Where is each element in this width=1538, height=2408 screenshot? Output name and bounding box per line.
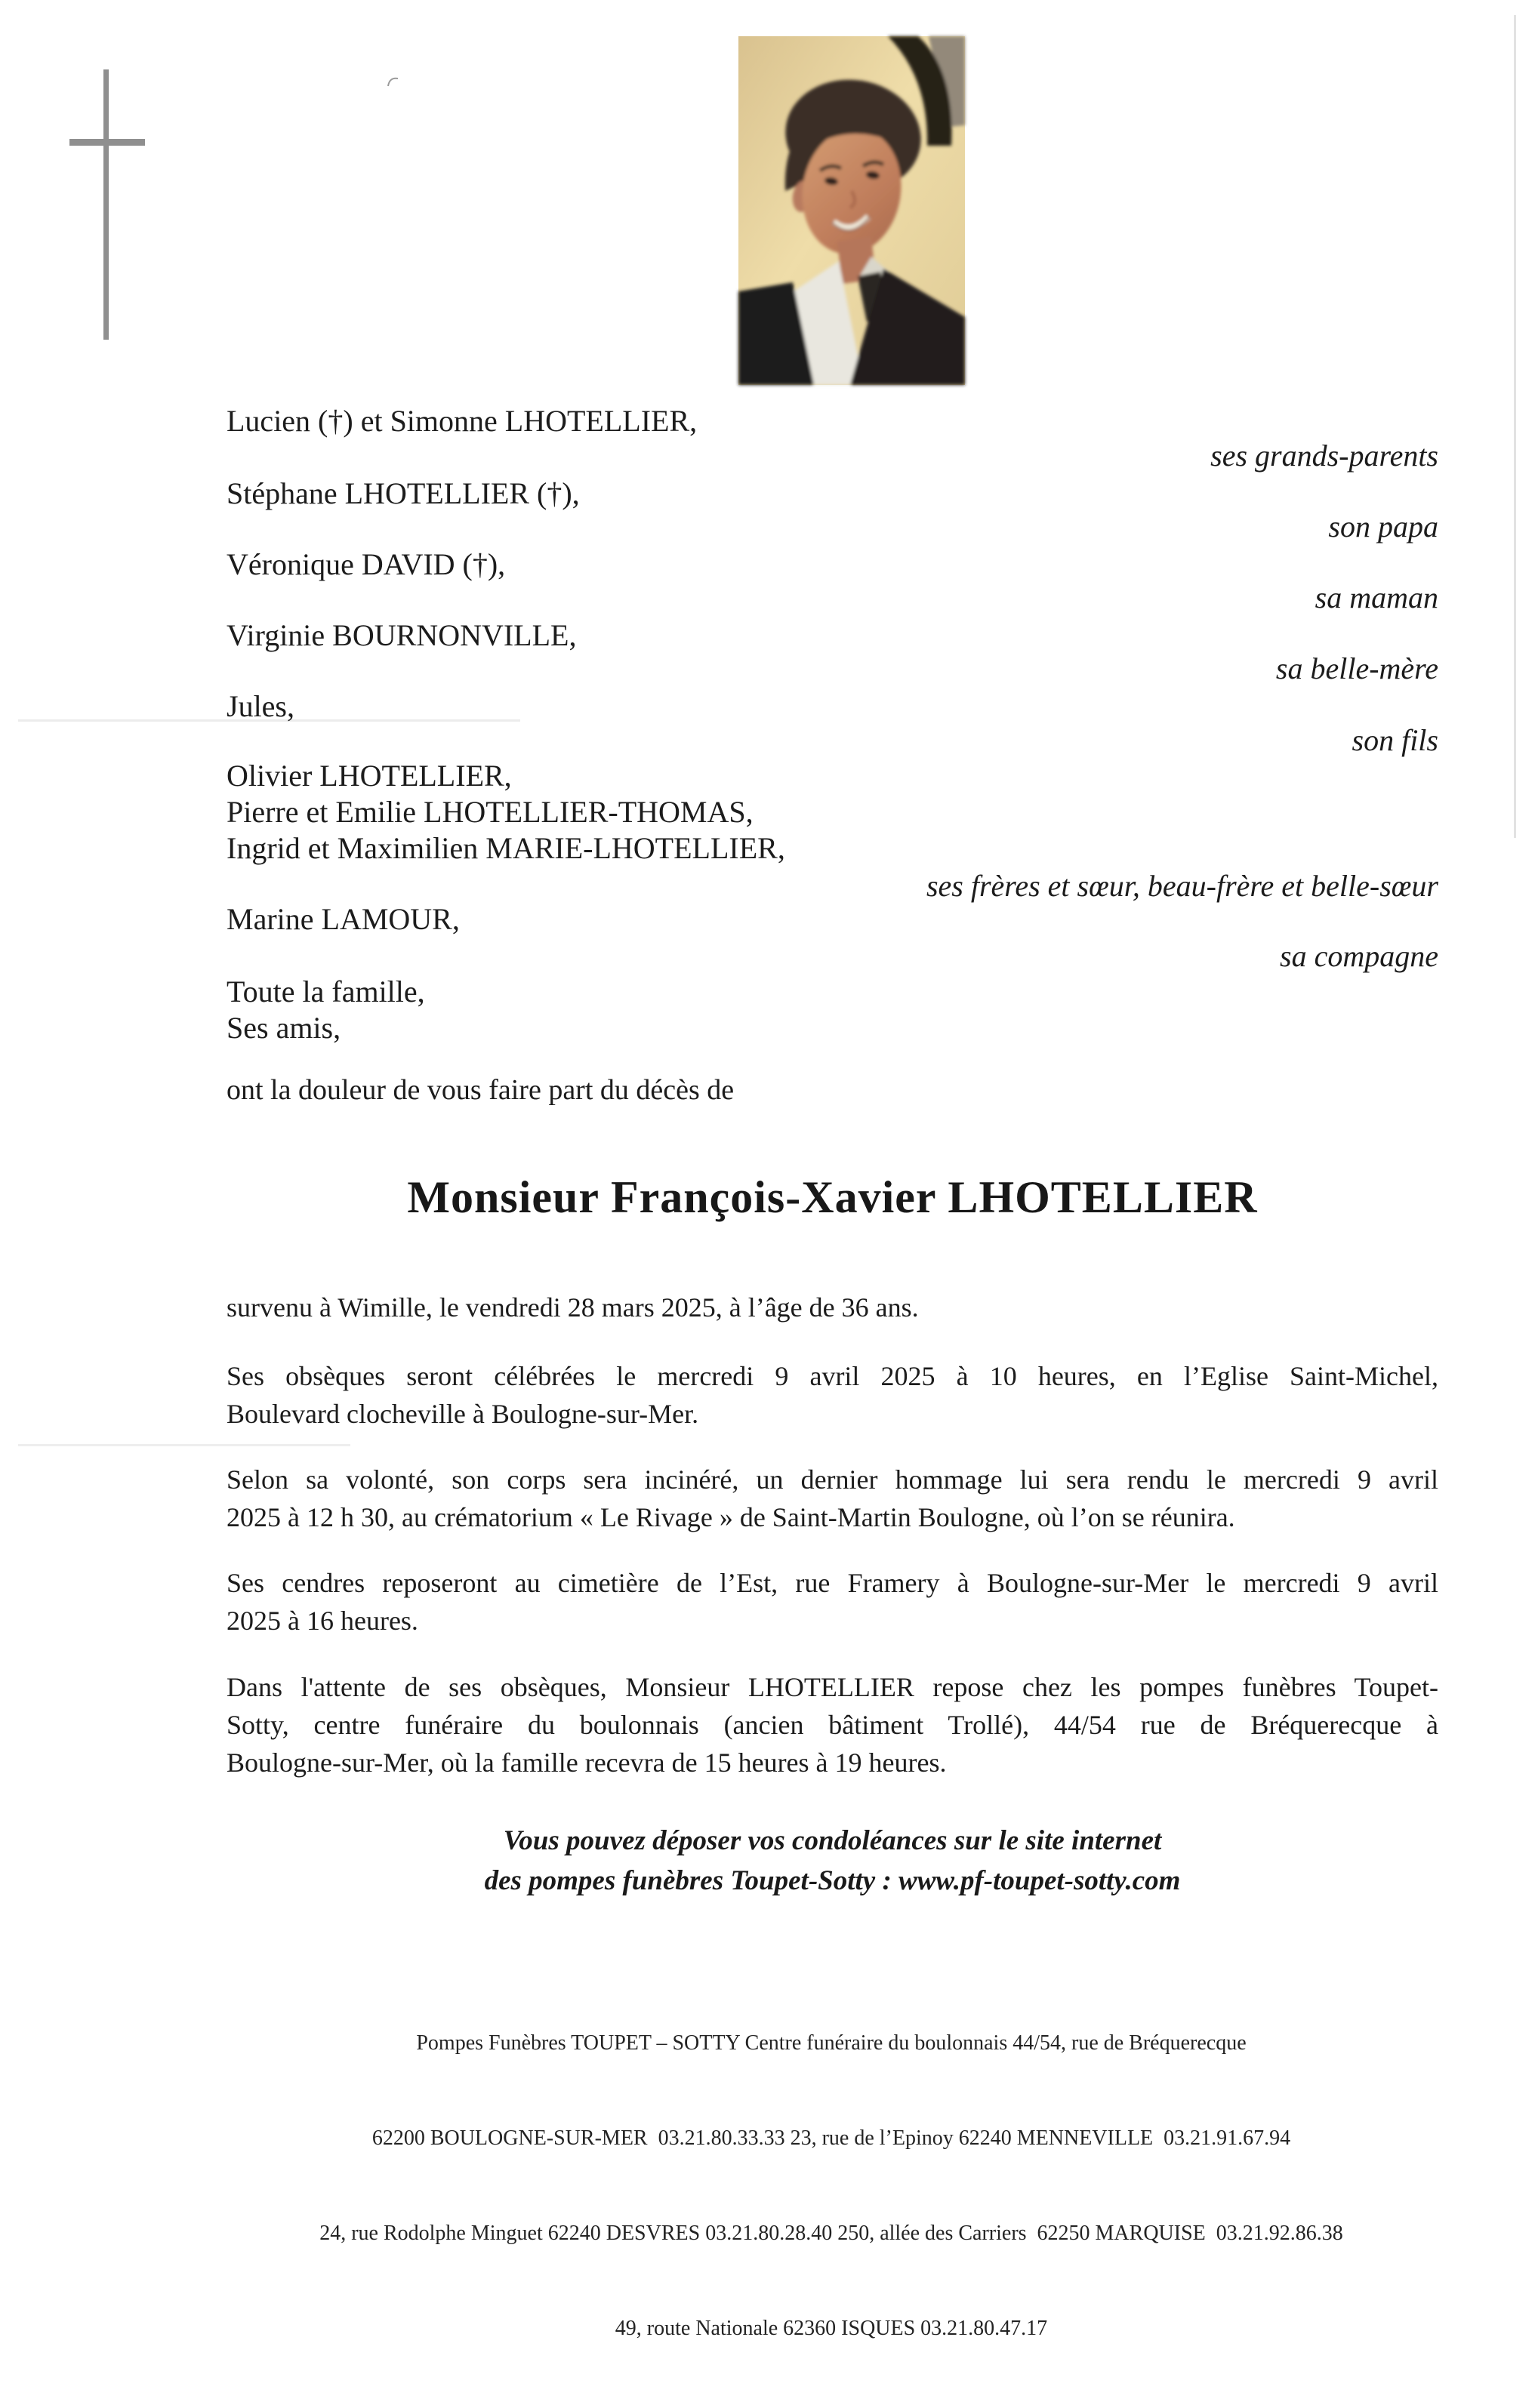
footer-address-line: 49, route Nationale 62360 ISQUES 03.21.80.47.17 [615, 2317, 1048, 2340]
cremation-paragraph [227, 1461, 1438, 1536]
cross-horizontal-bar [69, 139, 145, 146]
mourner-name-line: Lucien (†) et Simonne LHOTELLIER, [227, 404, 698, 438]
paragraph-line: Boulevard clocheville à Boulogne-sur-Mer. [227, 1399, 699, 1429]
condolences-line: Vous pouvez déposer vos condoléances sur le site internet [503, 1825, 1162, 1856]
paragraph-line: Ses obsèques seront célébrées le mercredi 9 avril 2025 à 10 heures, en l’Eglise Saint-Michel, [227, 1361, 1438, 1391]
mourner-name-line: Véronique DAVID (†), [227, 547, 506, 581]
mourner-name-line: Ingrid et Maximilien MARIE-LHOTELLIER, [227, 831, 785, 865]
relation-label: ses frères et sœur, beau-frère et belle-sœur [926, 869, 1438, 903]
paragraph-line: Boulogne-sur-Mer, où la famille recevra de 15 heures à 19 heures. [227, 1747, 947, 1778]
mourner-name-line: Stéphane LHOTELLIER (†), [227, 476, 580, 510]
condolences-notice [227, 1821, 1438, 1901]
paragraph-line: Dans l'attente de ses obsèques, Monsieur LHOTELLIER repose chez les pompes funèbres Toupet- [227, 1672, 1438, 1702]
footer-address-line: 62200 BOULOGNE-SUR-MER 03.21.80.33.33 23, rue de l’Epinoy 62240 MENNEVILLE 03.21.91.67.94 [371, 2126, 1291, 2150]
footer-address-line: 24, rue Rodolphe Minguet 62240 DESVRES 03.21.80.28.40 250, allée des Carriers 62250 MARQUISE 03.21.92.86.38 [319, 2222, 1343, 2245]
paragraph-line: Selon sa volonté, son corps sera incinéré, un dernier hommage lui sera rendu le mercredi 9 avril [227, 1464, 1438, 1495]
relation-label: sa maman [1315, 580, 1438, 614]
relation-label: son papa [1328, 510, 1438, 543]
condolences-website-line: des pompes funèbres Toupet-Sotty : www.pf-toupet-sotty.com [484, 1865, 1181, 1896]
relation-label: son fils [1352, 723, 1438, 757]
scan-artifact-line [18, 1444, 350, 1446]
footer-address-line: Pompes Funèbres TOUPET – SOTTY Centre funéraire du boulonnais 44/54, rue de Bréquerecque [416, 2031, 1247, 2055]
mourner-name-line: Toute la famille, [227, 975, 425, 1008]
obsequies-paragraph [227, 1357, 1438, 1433]
funeral-home-footer [163, 1964, 1499, 2408]
mourner-name-line: Olivier LHOTELLIER, [227, 759, 512, 793]
announcement-intro: ont la douleur de vous faire part du décès de [227, 1074, 735, 1106]
scan-artifact-mark [387, 75, 400, 88]
mourner-name-line: Pierre et Emilie LHOTELLIER-THOMAS, [227, 795, 754, 829]
death-statement: survenu à Wimille, le vendredi 28 mars 2025, à l’âge de 36 ans. [227, 1292, 919, 1323]
paragraph-line: 2025 à 16 heures. [227, 1606, 418, 1636]
mourner-name-line: Ses amis, [227, 1011, 341, 1045]
ashes-paragraph [227, 1564, 1438, 1640]
scan-artifact-page-edge [1514, 15, 1516, 838]
cross-icon [60, 60, 159, 355]
relation-label: sa belle-mère [1275, 651, 1438, 685]
portrait-photo [738, 36, 965, 385]
cross-vertical-bar [103, 69, 109, 340]
mourner-name-line: Marine LAMOUR, [227, 902, 460, 936]
repose-paragraph [227, 1668, 1438, 1781]
paragraph-line: Ses cendres reposeront au cimetière de l’Est, rue Framery à Boulogne-sur-Mer le mercredi 9 avril [227, 1568, 1438, 1598]
mourner-name-line: Jules, [227, 689, 294, 723]
relation-label: ses grands-parents [1210, 439, 1438, 473]
paragraph-line: Sotty, centre funéraire du boulonnais (ancien bâtiment Trollé), 44/54 rue de Bréquerecque à [227, 1710, 1438, 1740]
paragraph-line: 2025 à 12 h 30, au crématorium « Le Rivage » de Saint-Martin Boulogne, où l’on se réunira. [227, 1502, 1235, 1532]
relation-label: sa compagne [1280, 939, 1438, 973]
mourner-name-line: Virginie BOURNONVILLE, [227, 618, 577, 652]
deceased-name-title: Monsieur François-Xavier LHOTELLIER [407, 1172, 1258, 1222]
